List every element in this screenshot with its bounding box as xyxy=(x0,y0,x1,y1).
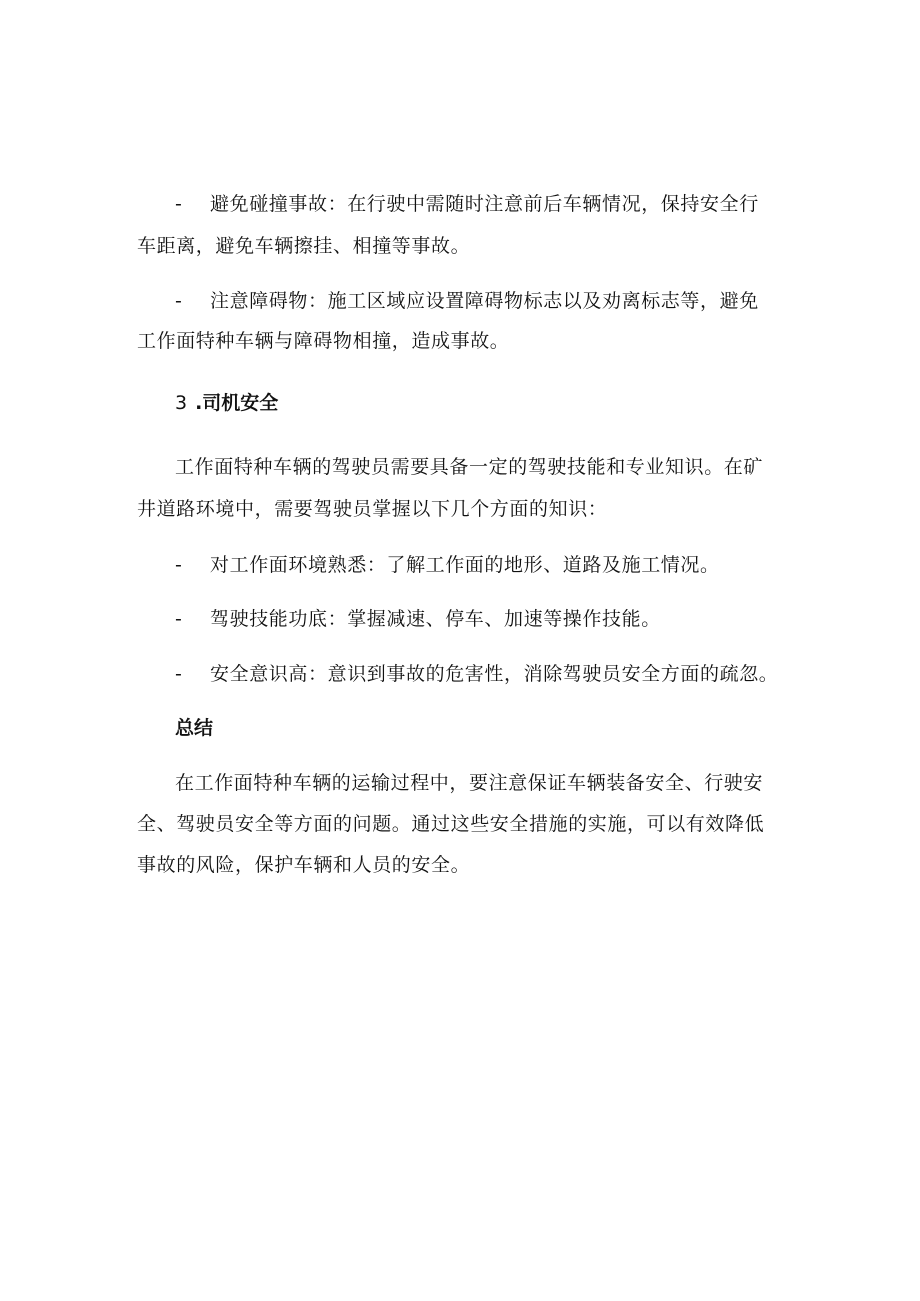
bullet-dash: - xyxy=(175,663,182,685)
section-title: .司机安全 xyxy=(195,392,279,414)
bullet-obstacle-line2: 工作面特种车辆与障碍物相撞，造成事故。 xyxy=(137,330,510,352)
bullet-collision-line1: 避免碰撞事故：在行驶中需随时注意前后车辆情况，保持安全行 xyxy=(210,193,759,215)
bullet-dash: - xyxy=(175,290,182,312)
bullet-obstacle-line1: 注意障碍物：施工区域应设置障碍物标志以及劝离标志等，避免 xyxy=(210,290,759,312)
intro-line1: 工作面特种车辆的驾驶员需要具备一定的驾驶技能和专业知识。在矿 xyxy=(175,456,764,478)
bullet-dash: - xyxy=(175,193,182,215)
section-number: 3 xyxy=(175,392,188,414)
bullet-environment: 对工作面环境熟悉：了解工作面的地形、道路及施工情况。 xyxy=(210,554,720,576)
section-heading-driver-safety xyxy=(175,391,278,415)
bullet-dash: - xyxy=(175,608,182,630)
summary-line1: 在工作面特种车辆的运输过程中，要注意保证车辆装备安全、行驶安 xyxy=(175,772,764,794)
bullet-skills: 驾驶技能功底：掌握减速、停车、加速等操作技能。 xyxy=(210,608,661,630)
summary-line3: 事故的风险，保护车辆和人员的安全。 xyxy=(137,854,471,876)
bullet-collision-line2: 车距离，避免车辆擦挂、相撞等事故。 xyxy=(137,235,471,257)
summary-line2: 全、驾驶员安全等方面的问题。通过这些安全措施的实施，可以有效降低 xyxy=(137,813,765,835)
bullet-dash: - xyxy=(175,554,182,576)
intro-line2: 井道路环境中，需要驾驶员掌握以下几个方面的知识： xyxy=(137,498,608,520)
bullet-awareness: 安全意识高：意识到事故的危害性，消除驾驶员安全方面的疏忽。 xyxy=(210,663,779,685)
summary-heading: 总结 xyxy=(175,717,214,739)
